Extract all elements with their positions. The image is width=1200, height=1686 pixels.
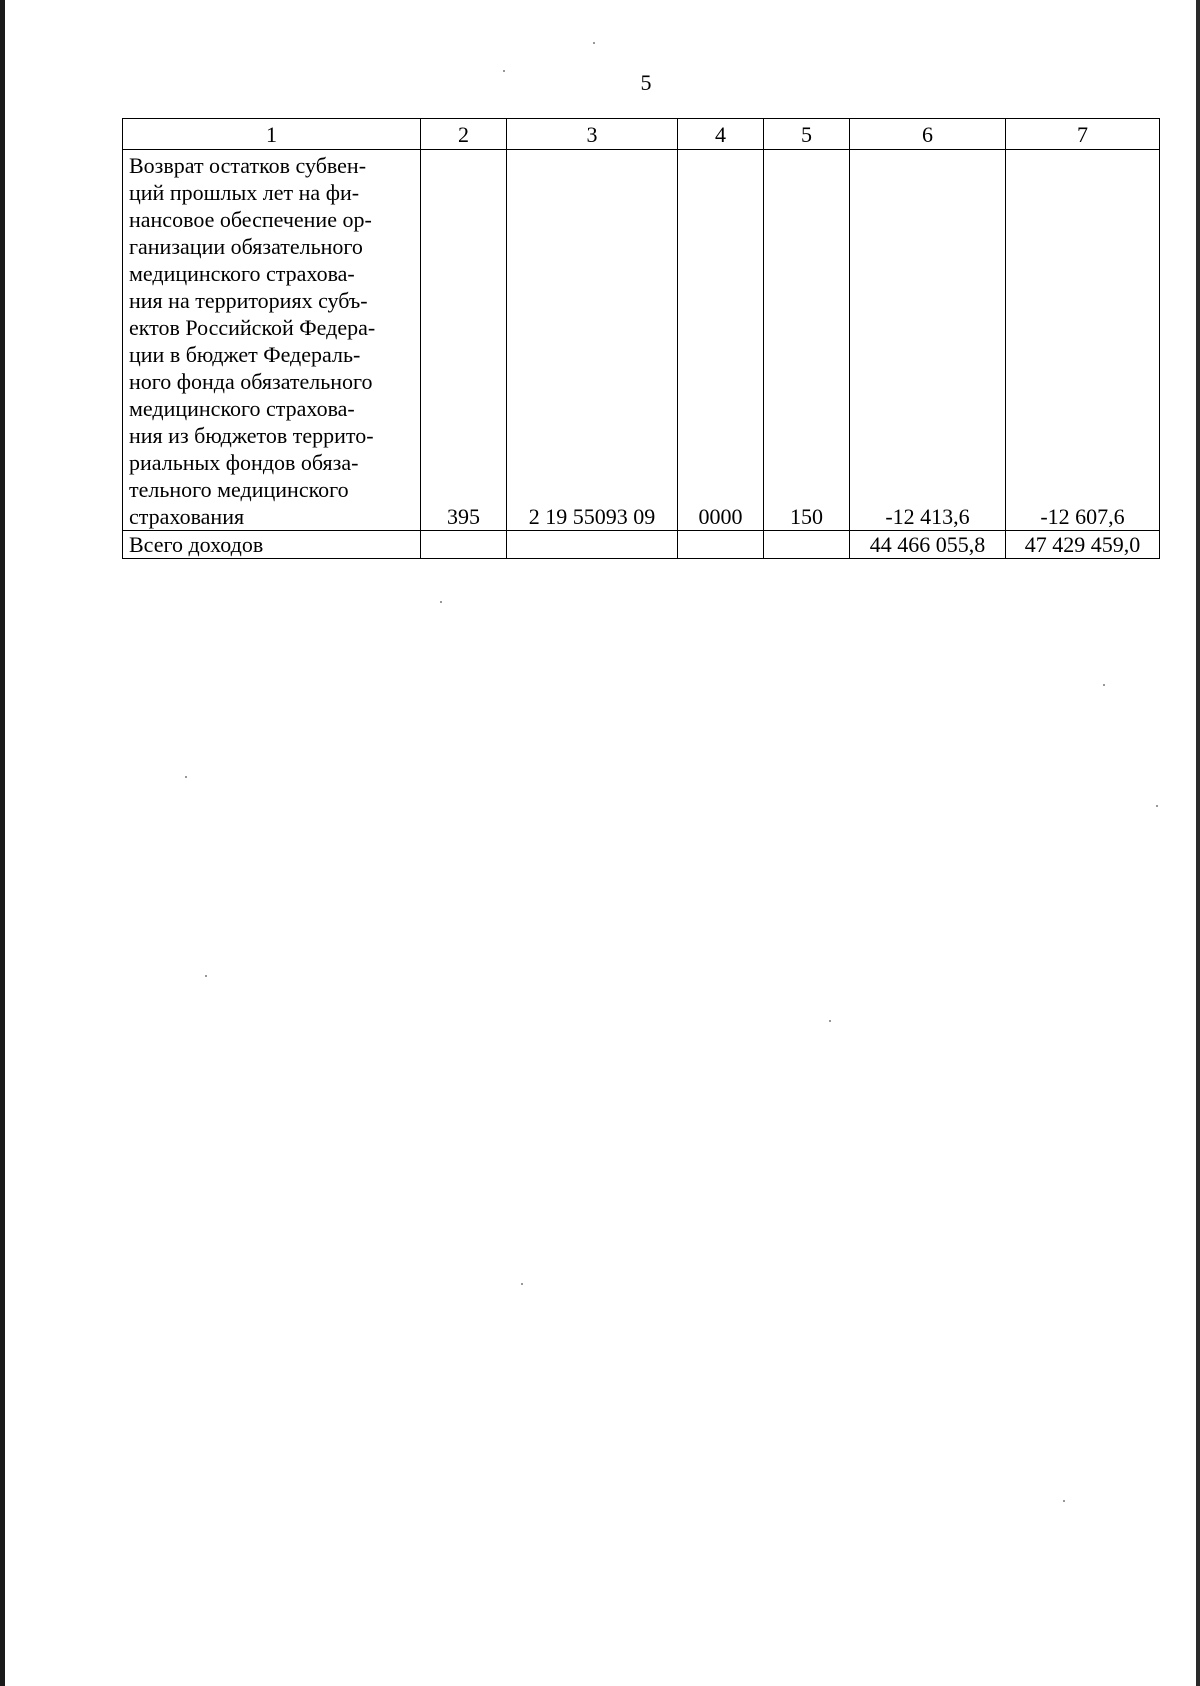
scan-edge-left — [0, 0, 5, 1686]
table-total-row — [123, 531, 1160, 559]
description-line: ций прошлых лет на фи- — [129, 180, 360, 205]
cell-amount-year-2: -12 607,6 — [1006, 150, 1160, 531]
total-amount-year-2: 47 429 459,0 — [1006, 531, 1160, 559]
table-header-row — [123, 119, 1160, 150]
empty-cell — [507, 531, 678, 559]
description-line: Возврат остатков субвен- — [129, 153, 367, 178]
description-line: ния на территориях субъ- — [129, 288, 368, 313]
scan-speck — [440, 601, 442, 603]
description-line: тельного медицинского — [129, 477, 349, 502]
row-description — [123, 150, 421, 531]
revenue-table — [122, 118, 1160, 559]
scan-speck — [1063, 1500, 1065, 1502]
total-amount-year-1: 44 466 055,8 — [850, 531, 1006, 559]
empty-cell — [421, 531, 507, 559]
column-header: 3 — [507, 119, 678, 150]
column-header: 1 — [123, 119, 421, 150]
cell-subtype-code: 0000 — [678, 150, 764, 531]
cell-amount-year-1: -12 413,6 — [850, 150, 1006, 531]
scan-speck — [1103, 684, 1105, 686]
page-number: 5 — [640, 70, 652, 95]
scan-speck — [521, 1283, 523, 1285]
empty-cell — [764, 531, 850, 559]
cell-admin-code: 395 — [421, 150, 507, 531]
description-line: медицинского страхова- — [129, 261, 355, 286]
description-line: страхования — [129, 504, 245, 529]
scan-speck — [593, 42, 595, 44]
description-line: ектов Российской Федера- — [129, 315, 376, 340]
table-row — [123, 150, 1160, 531]
scan-speck — [503, 70, 505, 72]
cell-classification-code: 150 — [764, 150, 850, 531]
description-line: риальных фондов обяза- — [129, 450, 359, 475]
description-line: нансовое обеспечение ор- — [129, 207, 372, 232]
column-header: 7 — [1006, 119, 1160, 150]
description-line: ганизации обязательного — [129, 234, 363, 259]
column-header: 6 — [850, 119, 1006, 150]
description-line: ции в бюджет Федераль- — [129, 342, 361, 367]
column-header: 4 — [678, 119, 764, 150]
scan-speck — [205, 975, 207, 977]
empty-cell — [678, 531, 764, 559]
scan-speck — [829, 1020, 831, 1022]
description-line: ния из бюджетов террито- — [129, 423, 374, 448]
scan-speck — [185, 776, 187, 778]
description-line: ного фонда обязательного — [129, 369, 373, 394]
description-line: медицинского страхова- — [129, 396, 355, 421]
total-label: Всего доходов — [123, 531, 421, 559]
scan-speck — [1156, 805, 1158, 807]
cell-revenue-code: 2 19 55093 09 — [507, 150, 678, 531]
scan-edge-right — [1196, 0, 1200, 1686]
column-header: 2 — [421, 119, 507, 150]
column-header: 5 — [764, 119, 850, 150]
